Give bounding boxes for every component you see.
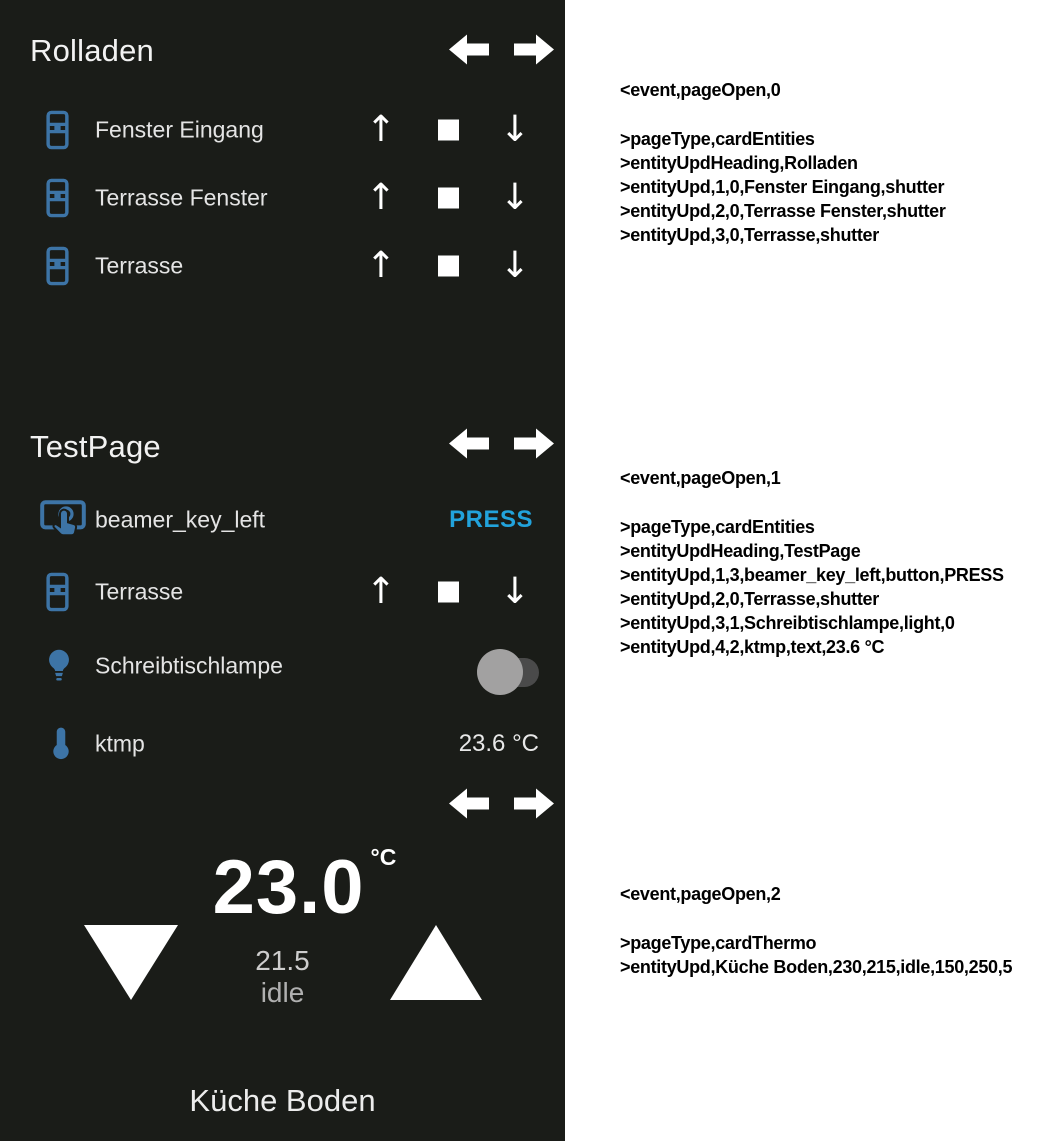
nav-left-arrow-icon[interactable]	[449, 788, 489, 819]
current-temp-unit: °C	[370, 844, 397, 870]
protocol-line: >pageType,cardEntities	[620, 517, 815, 537]
nav-left-arrow-icon[interactable]	[449, 34, 489, 65]
shutter-stop-icon[interactable]	[438, 120, 459, 141]
thermo-state: idle	[260, 977, 305, 1008]
entity-label: ktmp	[95, 730, 145, 757]
entity-row	[0, 242, 565, 290]
protocol-line: >entityUpd,Küche Boden,230,215,idle,150,250,5	[620, 957, 1013, 977]
window-shutter-icon	[46, 572, 69, 612]
shutter-down-icon[interactable]: ↓	[499, 177, 531, 218]
protocol-block-pageopen-2	[620, 882, 1045, 979]
nav-left-arrow-icon[interactable]	[449, 428, 489, 459]
protocol-line: >entityUpd,2,0,Terrasse Fenster,shutter	[620, 201, 946, 221]
shutter-stop-icon[interactable]	[438, 256, 459, 277]
thermo-target-temp: 21.5	[255, 945, 310, 976]
protocol-line: >entityUpdHeading,Rolladen	[620, 153, 858, 173]
protocol-event-line: <event,pageOpen,2	[620, 884, 781, 904]
shutter-up-icon[interactable]: ↑	[365, 571, 397, 612]
shutter-stop-icon[interactable]	[438, 582, 459, 603]
entity-label: Terrasse Fenster	[95, 184, 268, 211]
thermo-current-temp	[0, 844, 565, 930]
page-title: Rolladen	[30, 33, 154, 68]
nav-right-arrow-icon[interactable]	[514, 788, 554, 819]
page-nav	[449, 34, 554, 65]
entity-label: Schreibtischlampe	[95, 652, 283, 679]
shutter-stop-icon[interactable]	[438, 188, 459, 209]
entity-row	[0, 568, 565, 616]
nav-right-arrow-icon[interactable]	[514, 34, 554, 65]
light-toggle[interactable]	[477, 649, 539, 696]
protocol-block-pageopen-1	[620, 466, 1045, 659]
thermo-title: Küche Boden	[189, 1083, 376, 1118]
toggle-knob	[477, 649, 523, 695]
press-button[interactable]: PRESS	[449, 506, 533, 533]
entity-row	[0, 174, 565, 222]
page-title: TestPage	[30, 429, 161, 464]
shutter-down-icon[interactable]: ↓	[499, 109, 531, 150]
entity-row	[0, 106, 565, 154]
entity-label: Fenster Eingang	[95, 116, 264, 143]
shutter-up-icon[interactable]: ↑	[365, 109, 397, 150]
protocol-line: >entityUpd,3,1,Schreibtischlampe,light,0	[620, 613, 955, 633]
entity-label: beamer_key_left	[95, 506, 266, 533]
thermometer-icon	[51, 726, 71, 763]
page-nav	[449, 788, 554, 819]
shutter-down-icon[interactable]: ↓	[499, 245, 531, 286]
protocol-event-line: <event,pageOpen,1	[620, 468, 781, 488]
protocol-line: >entityUpd,2,0,Terrasse,shutter	[620, 589, 879, 609]
shutter-down-icon[interactable]: ↓	[499, 571, 531, 612]
window-shutter-icon	[46, 178, 69, 218]
entity-label: Terrasse	[95, 578, 184, 605]
protocol-block-pageopen-0	[620, 78, 1045, 247]
shutter-up-icon[interactable]: ↑	[365, 245, 397, 286]
gesture-tap-button-icon	[40, 500, 86, 540]
protocol-line: >pageType,cardThermo	[620, 933, 817, 953]
entity-row	[0, 496, 565, 544]
nav-right-arrow-icon[interactable]	[514, 428, 554, 459]
protocol-line: >entityUpd,1,3,beamer_key_left,button,PRESS	[620, 565, 1004, 585]
entity-row	[0, 720, 565, 768]
protocol-event-line: <event,pageOpen,0	[620, 80, 781, 100]
protocol-line: >pageType,cardEntities	[620, 129, 815, 149]
protocol-line: >entityUpd,1,0,Fenster Eingang,shutter	[620, 177, 945, 197]
current-temp-value: 23.0	[212, 845, 365, 930]
page-nav	[449, 428, 554, 459]
entity-value: 23.6 °C	[458, 730, 539, 757]
protocol-line: >entityUpd,4,2,ktmp,text,23.6 °C	[620, 637, 885, 657]
entity-label: Terrasse	[95, 252, 184, 279]
protocol-line: >entityUpdHeading,TestPage	[620, 541, 861, 561]
window-shutter-icon	[46, 246, 69, 286]
window-shutter-icon	[46, 110, 69, 150]
protocol-line: >entityUpd,3,0,Terrasse,shutter	[620, 225, 879, 245]
lightbulb-icon	[44, 647, 74, 685]
shutter-up-icon[interactable]: ↑	[365, 177, 397, 218]
